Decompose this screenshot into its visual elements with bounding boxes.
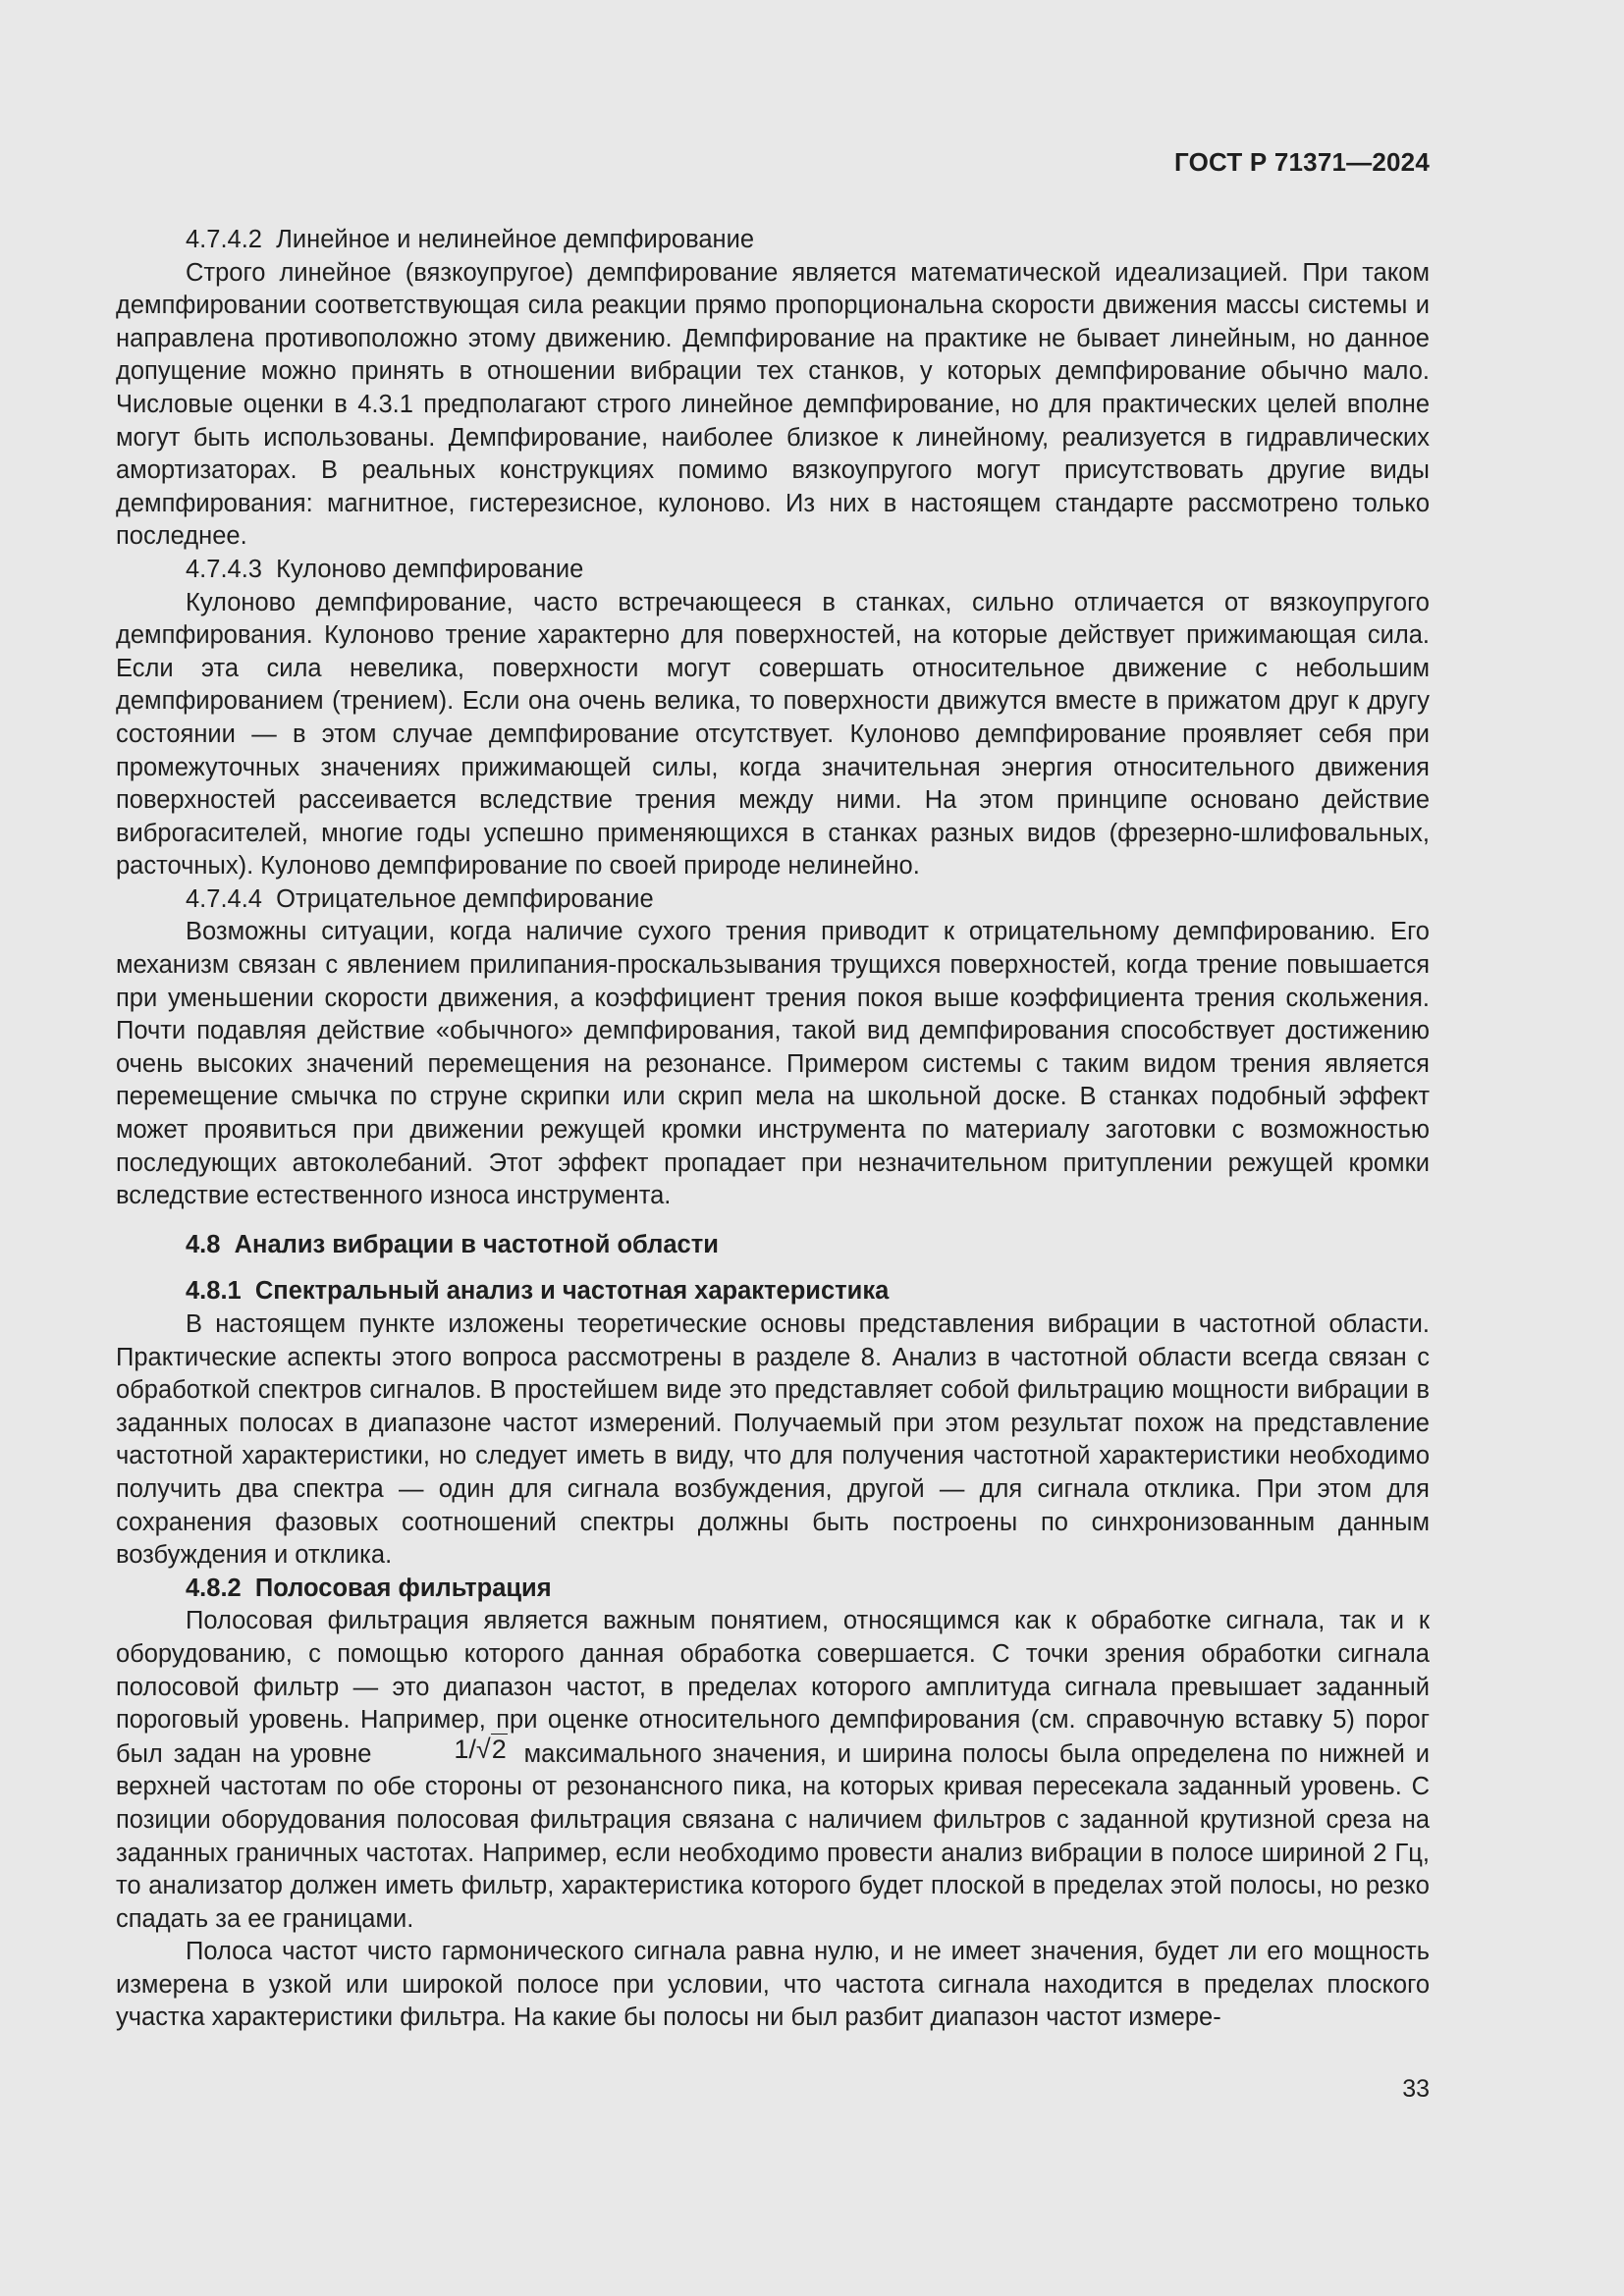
section-number: 4.8 [186, 1230, 221, 1258]
section-number: 4.7.4.3 [186, 555, 262, 583]
subsection-heading-4-8-2 [116, 1573, 1430, 1606]
paragraph: Возможны ситуации, когда наличие сухого трения приводит к отрицательному демпфированию. Его механизм связан с явлением прилипания-проскальзывания трущихся поверхностей, когда трение повышается при уменьшении скорости движения, а коэффициент трения покоя выше коэффициента трения скольжения. Почти подавляя действие «обычного» демпфирования, такой вид демпфирования способствует достижению очень высоких значений перемещения на резонансе. Примером системы с таким видом трения является перемещение смычка по струне скрипки или скрип мела на школьной доске. В станках подобный эффект может проявиться при движении режущей кромки инструмента по материалу заготовки с возможностью последующих автоколебаний. Этот эффект пропадает при незначительном притуплении режущей кромки вследствие естественного износа инструмента. [116, 918, 1430, 1210]
section-title: Анализ вибрации в частотной области [234, 1230, 719, 1258]
paragraph: Полоса частот чисто гармонического сигнала равна нулю, и не имеет значения, будет ли его мощность измерена в узкой или широкой полосе при условии, что частота сигнала находится в пределах плоского участка характеристики фильтра. На какие бы полосы ни был разбит диапазон частот измере- [116, 1938, 1430, 2032]
section-title: Полосовая фильтрация [254, 1574, 552, 1602]
document-body [116, 224, 1430, 2035]
formula-numerator: 1/ [454, 1734, 476, 1764]
section-number: 4.8.2 [186, 1574, 242, 1602]
formula-radicand: 2 [491, 1734, 507, 1764]
paragraph: Кулоново демпфирование, часто встречающееся в станках, сильно отличается от вязкоупругого демпфирования. Кулоново трение характерно для поверхностей, на которые действует прижимающая сила. Если эта сила невелика, поверхности могут совершать относительное движение с небольшим демпфированием (трением). Если она очень велика, то поверхности движутся вместе в прижатом друг к другу состоянии — в этом случае демпфирование отсутствует. Кулоново демпфирование проявляет себя при промежуточных значениях прижимающей силы, когда значительная энергия относительного движения поверхностей рассеивается вследствие трения между ними. На этом принципе основано действие виброгасителей, многие годы успешно применяющихся в станках разных видов (фрезерно-шлифовальных, расточных). Кулоново демпфирование по своей природе нелинейно. [116, 588, 1430, 881]
radical-sign: √ [475, 1734, 491, 1764]
section-title: Отрицательное демпфирование [276, 884, 654, 913]
section-number: 4.7.4.2 [186, 226, 262, 253]
paragraph-text: Полосовая фильтрация является важным понятием, относящимся как к обработке сигнала, так и к оборудованию, с помощью которого данная обработка совершается. С точки зрения обработки сигнала полосовой фильтр — это диапазон частот, в пределах которого амплитуда сигнала превышает заданный пороговый уровень. Например, при оценке относительного демпфирования (см. справочную вставку 5) порог был задан на уровне [116, 1607, 1430, 1768]
page-number: 33 [1402, 2075, 1430, 2103]
section-heading-4-8 [116, 1229, 1430, 1262]
subsection-heading-4-8-1 [116, 1275, 1430, 1308]
section-title: Спектральный анализ и частотная характеристика [254, 1277, 890, 1306]
document-code: ГОСТ Р 71371—2024 [1174, 147, 1430, 177]
paragraph: Строго линейное (вязкоупругое) демпфирование является математической идеализацией. При таком демпфировании соответствующая сила реакции прямо пропорциональна скорости движения массы системы и направлена противоположно этому движению. Демпфирование на практике не бывает линейным, но данное допущение можно принять в отношении вибрации тех станков, у которых демпфирование обычно мало. Числовые оценки в 4.3.1 предполагают строго линейное демпфирование, но для практических целей вполне могут быть использованы. Демпфирование, наиболее близкое к линейному, реализуется в гидравлических амортизаторах. В реальных конструкциях помимо вязкоупругого могут присутствовать другие виды демпфирования: магнитное, гистерезисное, кулоново. Из них в настоящем стандарте рассмотрено только последнее. [116, 258, 1430, 551]
paragraph-text: максимального значения, и ширина полосы была определена по нижней и верхней частотам по обе стороны от резонансного пика, на которых кривая пересекала заданный уровень. С позиции оборудования полосовая фильтрация связана с наличием фильтров с заданной крутизной среза на заданных граничных частотах. Например, если необходимо провести анализ вибрации в полосе шириной 2 Гц, то анализатор должен иметь фильтр, характеристика которого будет плоской в пределах этой полосы, но резко спадать за ее границами. [116, 1739, 1430, 1933]
subsection-heading-4-7-4-2 [116, 224, 1430, 257]
subsection-heading-4-7-4-3 [116, 554, 1430, 587]
subsection-heading-4-7-4-4 [116, 883, 1430, 917]
section-number: 4.7.4.4 [186, 884, 262, 913]
paragraph [116, 1605, 1430, 1936]
paragraph: В настоящем пункте изложены теоретические основы представления вибрации в частотной области. Практические аспекты этого вопроса рассмотрены в разделе 8. Анализ в частотной области всегда связан с обработкой спектров сигналов. В простейшем виде это представляет собой фильтрацию мощности вибрации в заданных полосах в диапазоне частот измерений. Получаемый при этом результат похож на представление частотной характеристики, но следует иметь в виду, что для получения частотной характеристики необходимо получить два спектра — один для сигнала возбуждения, другой — для сигнала отклика. При этом для сохранения фазовых соотношений спектры должны быть построены по синхронизованным данным возбуждения и отклика. [116, 1310, 1430, 1570]
formula-one-over-sqrt-two [384, 1734, 507, 1767]
section-number: 4.8.1 [186, 1277, 242, 1306]
section-title: Линейное и нелинейное демпфирование [276, 226, 755, 253]
section-title: Кулоново демпфирование [276, 555, 584, 583]
